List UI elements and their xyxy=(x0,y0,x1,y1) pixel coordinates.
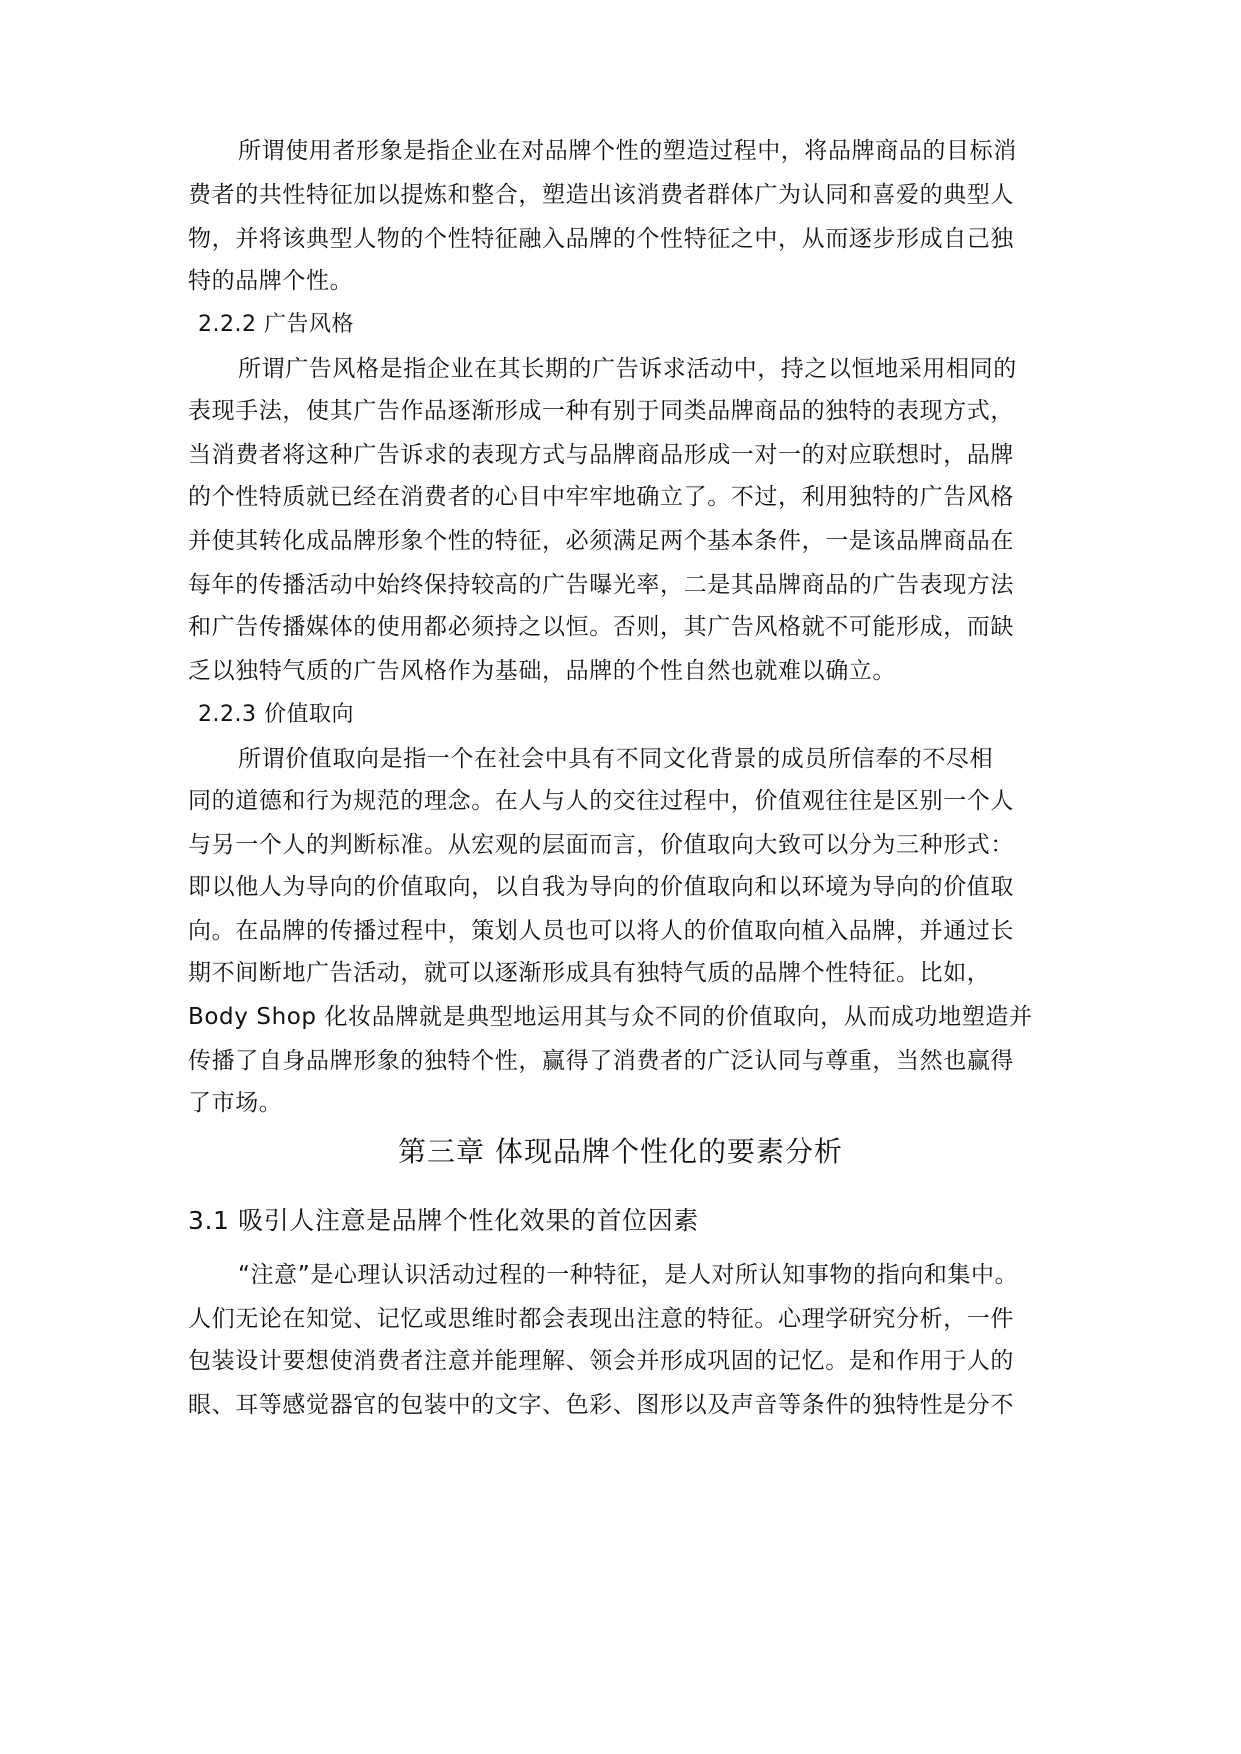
paragraph-line: 物，并将该典型人物的个性特征融入品牌的个性特征之中，从而逐步形成自己独 xyxy=(188,226,1014,252)
paragraph-line: 包装设计要想使消费者注意并能理解、领会并形成巩固的记忆。是和作用于人的 xyxy=(188,1348,1014,1374)
paragraph-line: 所谓价值取向是指一个在社会中具有不同文化背景的成员所信奉的不尽相 xyxy=(238,746,994,772)
paragraph-line: 眼、耳等感觉器官的包装中的文字、色彩、图形以及声音等条件的独特性是分不 xyxy=(188,1392,1014,1418)
paragraph-line: 人们无论在知觉、记忆或思维时都会表现出注意的特征。心理学研究分析，一件 xyxy=(188,1306,1014,1332)
section-heading-2-2-3: 2.2.3 价值取向 xyxy=(198,702,354,727)
paragraph-line: 传播了自身品牌形象的独特个性，赢得了消费者的广泛认同与尊重，当然也赢得 xyxy=(188,1048,1014,1074)
paragraph-line: 了市场。 xyxy=(188,1090,283,1116)
paragraph-line: 和广告传播媒体的使用都必须持之以恒。否则，其广告风格就不可能形成，而缺 xyxy=(188,614,1014,640)
paragraph-line: 期不间断地广告活动，就可以逐渐形成具有独特气质的品牌个性特征。比如， xyxy=(188,960,991,986)
paragraph-line: Body Shop 化妆品牌就是典型地运用其与众不同的价值取向，从而成功地塑造并 xyxy=(188,1004,1033,1030)
paragraph-line: 所谓广告风格是指企业在其长期的广告诉求活动中，持之以恒地采用相同的 xyxy=(238,356,1017,382)
paragraph-line: 并使其转化成品牌形象个性的特征，必须满足两个基本条件，一是该品牌商品在 xyxy=(188,528,1014,554)
section-heading-3-1: 3.1 吸引人注意是品牌个性化效果的首位因素 xyxy=(188,1206,699,1235)
chapter-title: 第三章 体现品牌个性化的要素分析 xyxy=(398,1135,843,1168)
paragraph-line: 表现手法，使其广告作品逐渐形成一种有别于同类品牌商品的独特的表现方式， xyxy=(188,398,1014,424)
paragraph-line: 特的品牌个性。 xyxy=(188,268,354,294)
paragraph-line: 乏以独特气质的广告风格作为基础，品牌的个性自然也就难以确立。 xyxy=(188,658,896,684)
paragraph-line: 当消费者将这种广告诉求的表现方式与品牌商品形成一对一的对应联想时，品牌 xyxy=(188,442,1014,468)
paragraph-line: 同的道德和行为规范的理念。在人与人的交往过程中，价值观往往是区别一个人 xyxy=(188,788,1014,814)
paragraph-line: 向。在品牌的传播过程中，策划人员也可以将人的价值取向植入品牌，并通过长 xyxy=(188,918,1014,944)
paragraph-line: 所谓使用者形象是指企业在对品牌个性的塑造过程中，将品牌商品的目标消 xyxy=(238,138,1017,164)
paragraph-line: 即以他人为导向的价值取向，以自我为导向的价值取向和以环境为导向的价值取 xyxy=(188,874,1014,900)
paragraph-line: 费者的共性特征加以提炼和整合，塑造出该消费者群体广为认同和喜爱的典型人 xyxy=(188,182,1014,208)
section-heading-2-2-2: 2.2.2 广告风格 xyxy=(198,312,354,337)
paragraph-line: “注意”是心理认识活动过程的一种特征，是人对所认知事物的指向和集中。 xyxy=(238,1262,1019,1288)
paragraph-line: 的个性特质就已经在消费者的心目中牢牢地确立了。不过，利用独特的广告风格 xyxy=(188,484,1014,510)
paragraph-line: 每年的传播活动中始终保持较高的广告曝光率，二是其品牌商品的广告表现方法 xyxy=(188,572,1014,598)
paragraph-line: 与另一个人的判断标准。从宏观的层面而言，价值取向大致可以分为三种形式： xyxy=(188,832,1014,858)
